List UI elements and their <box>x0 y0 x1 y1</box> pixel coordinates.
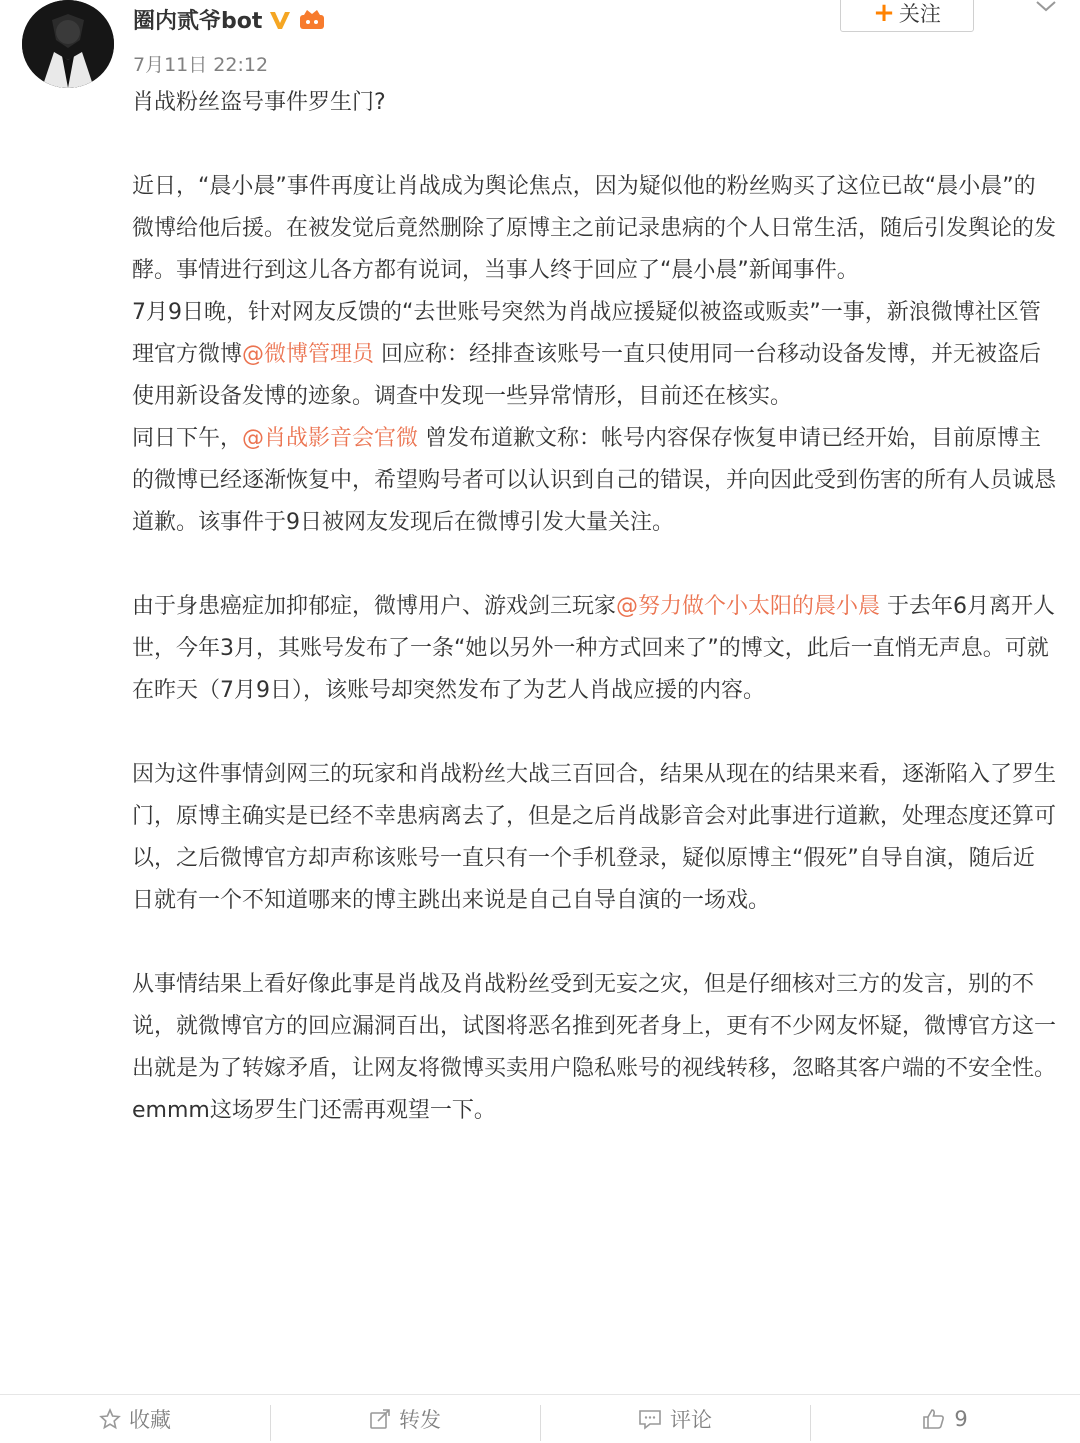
paragraph-4-text-a: 由于身患癌症加抑郁症，微博用户、游戏剑三玩家 <box>132 594 617 619</box>
plus-icon: + <box>873 0 895 28</box>
paragraph-2-text-b: 回应称：经排查该账号一直只使用同一台移动设备发博，并无被盗后使用新设备发博的迹象。调查中发现一些异常情形，目前还在核实。 <box>132 342 1042 409</box>
paragraph-5: 因为这件事情剑网三的玩家和肖战粉丝大战三百回合，结果从现在的结果来看，逐渐陷入了罗生门，原博主确实是已经不幸患病离去了，但是之后肖战影音会对此事进行道歉，处理态度还算可以，之后微博官方却声称该账号一直只有一个手机登录，疑似原博主“假死”自导自演，随后近日就有一个不知道哪来的博主跳出来说是自己自导自演的一场戏。 <box>132 762 1057 913</box>
post-timestamp[interactable]: 7月11日 22:12 <box>133 54 269 76</box>
repost-button[interactable] <box>270 1395 540 1443</box>
mention-xiaozhan-studio[interactable]: @肖战影音会官微 <box>242 426 419 451</box>
username-row <box>133 4 326 35</box>
favorite-button[interactable] <box>0 1395 270 1443</box>
mention-weibo-admin[interactable]: @微博管理员 <box>242 342 375 367</box>
paragraph-3 <box>132 418 1056 544</box>
follow-label: 关注 <box>898 2 941 26</box>
paragraph-1: 近日，“晨小晨”事件再度让肖战成为舆论焦点，因为疑似他的粉丝购买了这位已故“晨小晨”的微博给他后援。在被发觉后竟然删除了原博主之前记录患病的个人日常生活，随后引发舆论的发酵。事情进行到这儿各方都有说词，当事人终于回应了“晨小晨”新闻事件。 <box>132 174 1057 283</box>
paragraph-2-text-a: 7月9日晚，针对网友反馈的“去世账号突然为肖战应援疑似被盗或贩卖”一事，新浪微博社区管理官方微博 <box>132 300 1041 367</box>
paragraph-4 <box>132 586 1056 712</box>
like-button[interactable] <box>810 1395 1080 1443</box>
paragraph-6: 从事情结果上看好像此事是肖战及肖战粉丝受到无妄之灾，但是仔细核对三方的发言，别的不说，就微博官方的回应漏洞百出，试图将恶名推到死者身上，更有不少网友怀疑，微博官方这一出就是为了转嫁矛盾，让网友将微博买卖用户隐私账号的视线转移，忽略其客户端的不安全性。emmm这场罗生门还需再观望一下。 <box>132 972 1057 1123</box>
verified-v-icon <box>268 8 292 32</box>
comment-button[interactable] <box>540 1395 810 1443</box>
member-crown-icon <box>298 9 326 31</box>
like-count: 9 <box>954 1407 968 1431</box>
author-name[interactable]: 圈内贰爷bot <box>133 9 263 34</box>
comment-label: 评论 <box>670 1408 712 1432</box>
post-title: 肖战粉丝盗号事件罗生门? <box>132 90 386 115</box>
paragraph-2 <box>132 292 1056 418</box>
paragraph-4-text-b: 于去年6月离开人世，今年3月，其账号发布了一条“她以另外一种方式回来了”的博文，此后一直悄无声息。可就在昨天（7月9日），该账号却突然发布了为艺人肖战应援的内容。 <box>132 594 1056 703</box>
repost-icon <box>369 1408 391 1430</box>
post-content <box>132 82 1056 1132</box>
paragraph-3-text-b: 曾发布道歉文称：帐号内容保存恢复申请已经开始，目前原博主的微博已经逐渐恢复中，希望购号者可以认识到自己的错误，并向因此受到伤害的所有人员诚恳道歉。该事件于9日被网友发现后在微博引发大量关注。 <box>132 426 1057 535</box>
mention-chenxiaochen[interactable]: @努力做个小太阳的晨小晨 <box>616 594 881 619</box>
action-bar <box>0 1394 1080 1443</box>
follow-button[interactable] <box>840 0 974 32</box>
avatar[interactable] <box>22 0 114 88</box>
paragraph-3-text-a: 同日下午， <box>132 426 243 451</box>
favorite-label: 收藏 <box>129 1408 171 1432</box>
thumbs-up-icon <box>922 1408 946 1430</box>
star-icon <box>99 1408 121 1430</box>
chevron-down-icon[interactable] <box>1034 0 1058 14</box>
comment-icon <box>638 1408 662 1430</box>
repost-label: 转发 <box>399 1408 441 1432</box>
